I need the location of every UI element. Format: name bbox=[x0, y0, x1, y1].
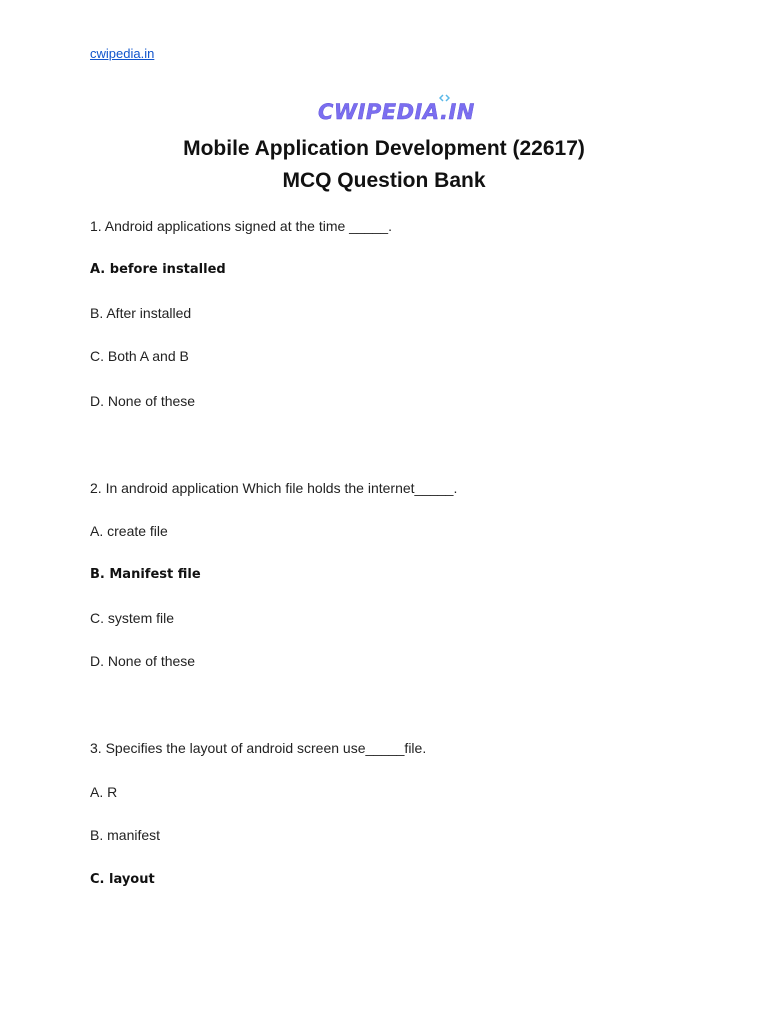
question-text: 3. Specifies the layout of android screen use_____file. bbox=[90, 740, 427, 756]
option: A. R bbox=[90, 784, 118, 800]
code-brackets-icon bbox=[439, 94, 450, 102]
cwipedia-logo bbox=[318, 94, 475, 128]
option: D. None of these bbox=[90, 393, 196, 409]
question-text: 1. Android applications signed at the time _____. bbox=[90, 218, 392, 234]
option-correct: A. before installed bbox=[90, 262, 226, 277]
option: A. create file bbox=[90, 523, 168, 539]
option-correct: B. Manifest file bbox=[90, 567, 201, 582]
page-subtitle: MCQ Question Bank bbox=[282, 169, 486, 192]
question-text: 2. In android application Which file holds the internet_____. bbox=[90, 480, 458, 496]
header-link[interactable]: cwipedia.in bbox=[90, 46, 155, 61]
option: C. Both A and B bbox=[90, 348, 189, 364]
option: B. After installed bbox=[90, 305, 192, 321]
option: C. system file bbox=[90, 610, 175, 626]
option: B. manifest bbox=[90, 827, 161, 843]
option: D. None of these bbox=[90, 653, 196, 669]
page-title: Mobile Application Development (22617) bbox=[183, 137, 585, 160]
option-correct: C. layout bbox=[90, 872, 155, 887]
logo-text: CWIPEDIA.IN bbox=[318, 100, 475, 124]
